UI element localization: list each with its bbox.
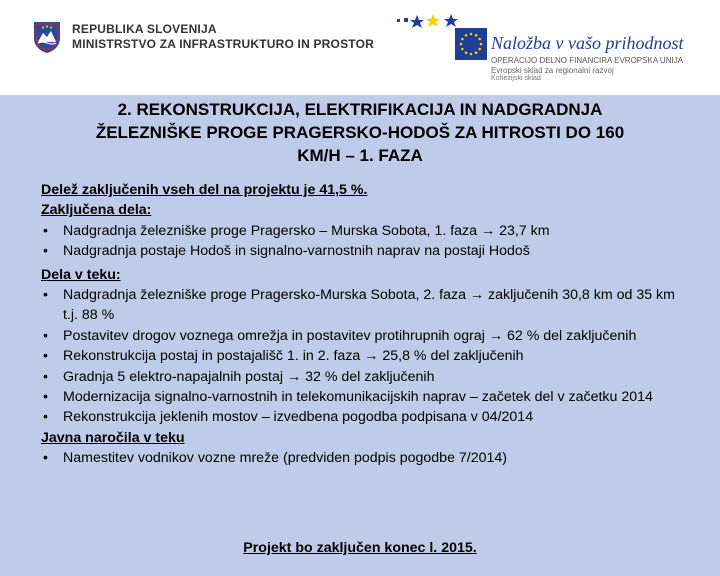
ongoing-heading: Dela v teku:: [41, 266, 121, 283]
list-item: [41, 241, 691, 261]
list-item-text: Nadgradnja postaje Hodoš in signalno-varnostnih naprav na postaji Hodoš: [63, 243, 530, 260]
completed-heading: Zaključena dela:: [41, 202, 152, 219]
ministry-line-1: REPUBLIKA SLOVENIJA: [72, 22, 217, 36]
slovenia-coat-of-arms-icon: [30, 20, 64, 54]
bullet: •: [43, 287, 48, 304]
list-item-text: Modernizacija signalno-varnostnih in telekomunikacijskih naprav – začetek del v začetku 2014: [63, 389, 653, 406]
bullet: •: [43, 222, 48, 239]
list-item: [41, 326, 691, 346]
ministry-line-2: MINISTRSTVO ZA INFRASTRUKTURO IN PROSTOR: [72, 37, 374, 51]
slide-title: [20, 98, 700, 167]
list-item: [41, 221, 691, 241]
content-panel: [0, 95, 720, 576]
eu-fund-regional: Evropski sklad za regionalni razvoj: [491, 66, 614, 75]
list-item-text: Nadgradnja železniške proge Pragersko – Murska Sobota, 1. faza → 23,7 km: [63, 222, 550, 239]
list-item-text: Rekonstrukcija jeklenih mostov – izvedbena pogodba podpisana v 04/2014: [63, 409, 534, 426]
list-item-text: Gradnja 5 elektro-napajalnih postaj → 32 % del zaključenih: [63, 368, 435, 385]
slide-body: [41, 180, 691, 469]
eu-fund-cohesion: Kohezijski sklad: [491, 75, 541, 82]
bullet: •: [43, 327, 48, 344]
list-item: [41, 387, 691, 407]
list-item: [41, 285, 691, 326]
list-item: [41, 407, 691, 427]
ongoing-list: [41, 285, 691, 428]
eu-stars-decoration-icon: [395, 13, 495, 29]
bullet: •: [43, 450, 48, 467]
list-item-text: Namestitev vodnikov vozne mreže (predviden podpis pogodbe 7/2014): [63, 450, 508, 467]
progress-summary: Delež zaključenih vseh del na projektu je 41,5 %.: [41, 182, 368, 198]
bullet: •: [43, 348, 48, 365]
completed-list: [41, 221, 691, 262]
procurement-list: [41, 448, 691, 468]
title-line-2: ŽELEZNIŠKE PROGE PRAGERSKO-HODOŠ ZA HITROSTI DO 160: [95, 123, 625, 142]
procurement-heading: Javna naročila v teku: [41, 429, 185, 446]
bullet: •: [43, 368, 48, 385]
eu-flag-icon: [455, 28, 487, 60]
list-item-text: Postavitev drogov voznega omrežja in postavitev protihrupnih ograj → 62 % del zaključenih: [63, 327, 637, 344]
title-line-1: 2. REKONSTRUKCIJA, ELEKTRIFIKACIJA IN NADGRADNJA: [117, 100, 603, 119]
title-line-3: KM/H – 1. FAZA: [297, 146, 423, 165]
bullet: •: [43, 389, 48, 406]
eu-funding-statement: OPERACIJO DELNO FINANCIRA EVROPSKA UNIJA: [491, 56, 684, 65]
list-item: [41, 448, 691, 468]
header: [0, 0, 720, 95]
list-item: [41, 346, 691, 366]
eu-slogan: Naložba v vašo prihodnost: [491, 33, 684, 53]
bullet: •: [43, 409, 48, 426]
bullet: •: [43, 243, 48, 260]
list-item-text: Nadgradnja železniške proge Pragersko-Murska Sobota, 2. faza → zaključenih 30,8 km od 35 km t.j. 88 %: [63, 287, 675, 324]
closing-statement: Projekt bo zaključen konec l. 2015.: [243, 540, 477, 556]
list-item-text: Rekonstrukcija postaj in postajališč 1. in 2. faza → 25,8 % del zaključenih: [63, 348, 524, 365]
list-item: [41, 367, 691, 387]
